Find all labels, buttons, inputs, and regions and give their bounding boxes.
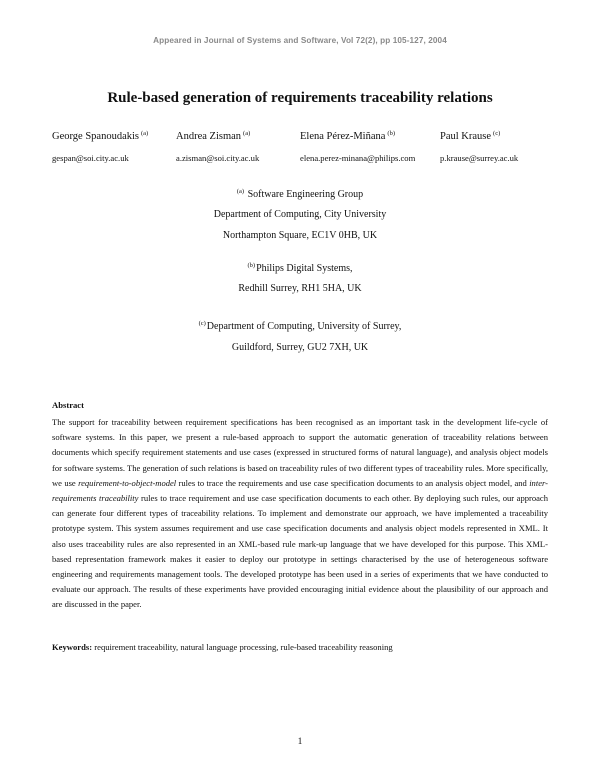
journal-header: Appeared in Journal of Systems and Software, Vol 72(2), pp 105-127, 2004 bbox=[153, 36, 447, 45]
affiliation-c-line1: $^{(c)}$Department of Computing, University of Surrey, bbox=[198, 320, 402, 332]
author-sup: (a) bbox=[243, 130, 251, 137]
affiliation-a-line2: Department of Computing, City University bbox=[213, 209, 387, 220]
author-3 bbox=[300, 130, 395, 142]
emphasis: inter-requirements traceability bbox=[52, 477, 549, 504]
keywords-text: requirement traceability, natural language processing, rule-based traceability reasoning bbox=[94, 642, 393, 652]
author-email: a.zisman@soi.city.ac.uk bbox=[176, 153, 260, 163]
author-1 bbox=[52, 130, 148, 142]
keywords bbox=[52, 642, 548, 652]
abstract-heading: Abstract bbox=[52, 400, 84, 410]
affiliation-sup: (a) bbox=[236, 188, 245, 195]
affiliation-a-line3: Northampton Square, EC1V 0HB, UK bbox=[222, 230, 378, 241]
affiliation-b-line2: Redhill Surrey, RH1 5HA, UK bbox=[238, 283, 362, 294]
keywords-label: Keywords: bbox=[52, 642, 93, 652]
author-name: Andrea Zisman bbox=[176, 131, 242, 142]
author-email: gespan@soi.city.ac.uk bbox=[52, 153, 129, 163]
author-sup: (c) bbox=[493, 130, 501, 137]
affiliation-sup: (b) bbox=[247, 262, 256, 269]
emphasis: requirement-to-object-model bbox=[78, 477, 177, 488]
author-name: Paul Krause bbox=[440, 131, 492, 142]
author-4 bbox=[440, 130, 500, 142]
author-name: George Spanoudakis bbox=[52, 131, 139, 142]
affiliation-b-line1: $^{(b)}$Philips Digital Systems, bbox=[247, 262, 353, 274]
affiliation-sup: (c) bbox=[198, 320, 206, 327]
abstract-body: The support for traceability between requirement specifications has been recognised as an important task in the development life-cycle of software systems. In this paper, we present a rule-based approach to support the automatic generation of traceability relations between documents which specify requirement statements and use cases (expressed in structured forms of natural language), and analysis object models for software systems. The generation of such relations is based on traceability rules of two different types of traceability rules. More specifically, we use requirement-to-object-model rules to trace the requirements and use case specification documents to an analysis object model, and inter-requirements traceability rules to trace requirement and use case specification documents to each other. By deploying such rules, our approach can generate four different types of traceability relations. To implement and demonstrate our approach, we have implemented a traceability prototype system. This system assumes requirement and use case specification documents and analysis object models represented in XML. It also uses traceability rules are also represented in an XML-based rule mark-up language that we have developed for this purpose. This XML-based representation framework makes it easier to deploy our prototype in settings characterised by the use of heterogeneous software engineering and requirements management tools. The developed prototype has been used in a series of experiments that we have conducted to evaluate our approach. The results of these experiments have provided encouraging initial evidence about the plausibility of our approach and are discussed in the paper. bbox=[52, 417, 549, 610]
author-sup: (a) bbox=[141, 130, 149, 137]
affiliation-a-line1: $^{(a)}$ Software Engineering Group bbox=[236, 188, 364, 200]
author-email: p.krause@surrey.ac.uk bbox=[440, 153, 519, 163]
affiliation-c-line2: Guildford, Surrey, GU2 7XH, UK bbox=[231, 342, 369, 353]
author-email: elena.perez-minana@philips.com bbox=[300, 153, 416, 163]
paper-title: Rule-based generation of requirements traceability relations bbox=[107, 90, 493, 106]
page-number: 1 bbox=[297, 737, 303, 747]
author-2 bbox=[176, 130, 250, 142]
author-name: Elena Pérez-Miñana bbox=[300, 131, 386, 142]
author-sup: (b) bbox=[387, 130, 396, 137]
